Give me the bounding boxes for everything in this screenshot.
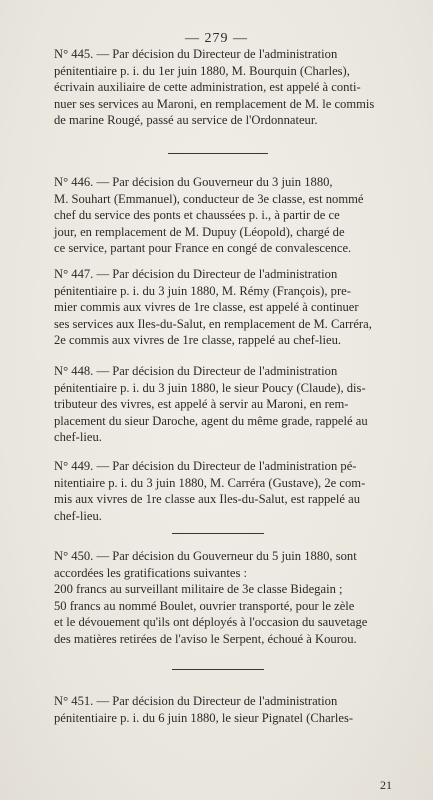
paragraph-line: placement du sieur Daroche, agent du même grade, rappelé au [54,413,368,428]
paragraph-line: N° 451. — Par décision du Directeur de l'administration [54,694,338,708]
paragraph-line: accordées les gratifications suivantes : [54,565,248,580]
paragraph-line: 200 francs au surveillant militaire de 3e classe Bidegain ; [54,582,343,597]
decision-448 [30,363,408,446]
paragraph-line: chef-lieu. [54,508,102,523]
paragraph-line: tributeur des vivres, est appelé à servir au Maroni, en rem- [54,397,349,412]
signature-mark: 21 [380,778,392,792]
paragraph-line: pénitentiaire p. i. du 3 juin 1880, M. Rémy (François), pre- [54,283,351,298]
paragraph-line: de marine Rougé, passé au service de l'Ordonnateur. [54,113,318,128]
paragraph-line: N° 450. — Par décision du Gouverneur du 5 juin 1880, sont [54,549,357,563]
decision-449 [30,458,408,524]
decision-447 [30,266,408,349]
paragraph-line: N° 449. — Par décision du Directeur de l'administration pé- [54,459,357,473]
decision-451 [30,693,408,726]
paragraph-line: mier commis aux vivres de 1re classe, est appelé à continuer [54,300,359,315]
paragraph-line: M. Souhart (Emmanuel), conducteur de 3e classe, est nommé [54,191,364,206]
paragraph-line: pénitentiaire p. i. du 6 juin 1880, le sieur Pignatel (Charles- [54,710,354,725]
paragraph-line: nuer ses services au Maroni, en remplacement de M. le commis [54,96,375,111]
paragraph-line: N° 448. — Par décision du Directeur de l'administration [54,364,338,378]
paragraph-line: et le dévouement qu'ils ont déployés à l'occasion du sauvetage [54,615,368,630]
section-divider [168,153,268,154]
paragraph-line: ses services aux Iles-du-Salut, en remplacement de M. Carréra, [54,316,372,331]
paragraph-line: N° 445. — Par décision du Directeur de l'administration [54,47,338,61]
page-number: — 279 — [185,31,248,46]
section-divider [172,669,264,670]
paragraph-line: nitentiaire p. i. du 3 juin 1880, M. Carréra (Gustave), 2e com- [54,475,366,490]
paragraph-line: pénitentiaire p. i. du 1er juin 1880, M. Bourquin (Charles), [54,63,350,78]
paragraph-line: chef-lieu. [54,430,102,445]
paragraph-line: N° 447. — Par décision du Directeur de l'administration [54,267,338,281]
section-divider [172,533,264,534]
paragraph-line: 2e commis aux vivres de 1re classe, rappelé au chef-lieu. [54,333,342,348]
paragraph-line: N° 446. — Par décision du Gouverneur du 3 juin 1880, [54,175,333,189]
paragraph-line: jour, en remplacement de M. Dupuy (Léopold), chargé de [54,224,345,239]
paragraph-line: pénitentiaire p. i. du 3 juin 1880, le sieur Poucy (Claude), dis- [54,380,366,395]
paragraph-line: 50 francs au nommé Boulet, ouvrier transporté, pour le zèle [54,598,355,613]
decision-445 [30,46,408,129]
paragraph-line: des matières retirées de l'aviso le Serpent, échoué à Kourou. [54,631,357,646]
paragraph-line: écrivain auxiliaire de cette administration, est appelé à conti- [54,80,361,95]
paragraph-line: mis aux vivres de 1re classe aux Iles-du-Salut, est rappelé au [54,492,360,507]
decision-450 [30,548,408,648]
decision-446 [30,174,408,257]
paragraph-line: ce service, partant pour France en congé de convalescence. [54,241,352,256]
paragraph-line: chef du service des ponts et chaussées p. i., à partir de ce [54,208,340,223]
